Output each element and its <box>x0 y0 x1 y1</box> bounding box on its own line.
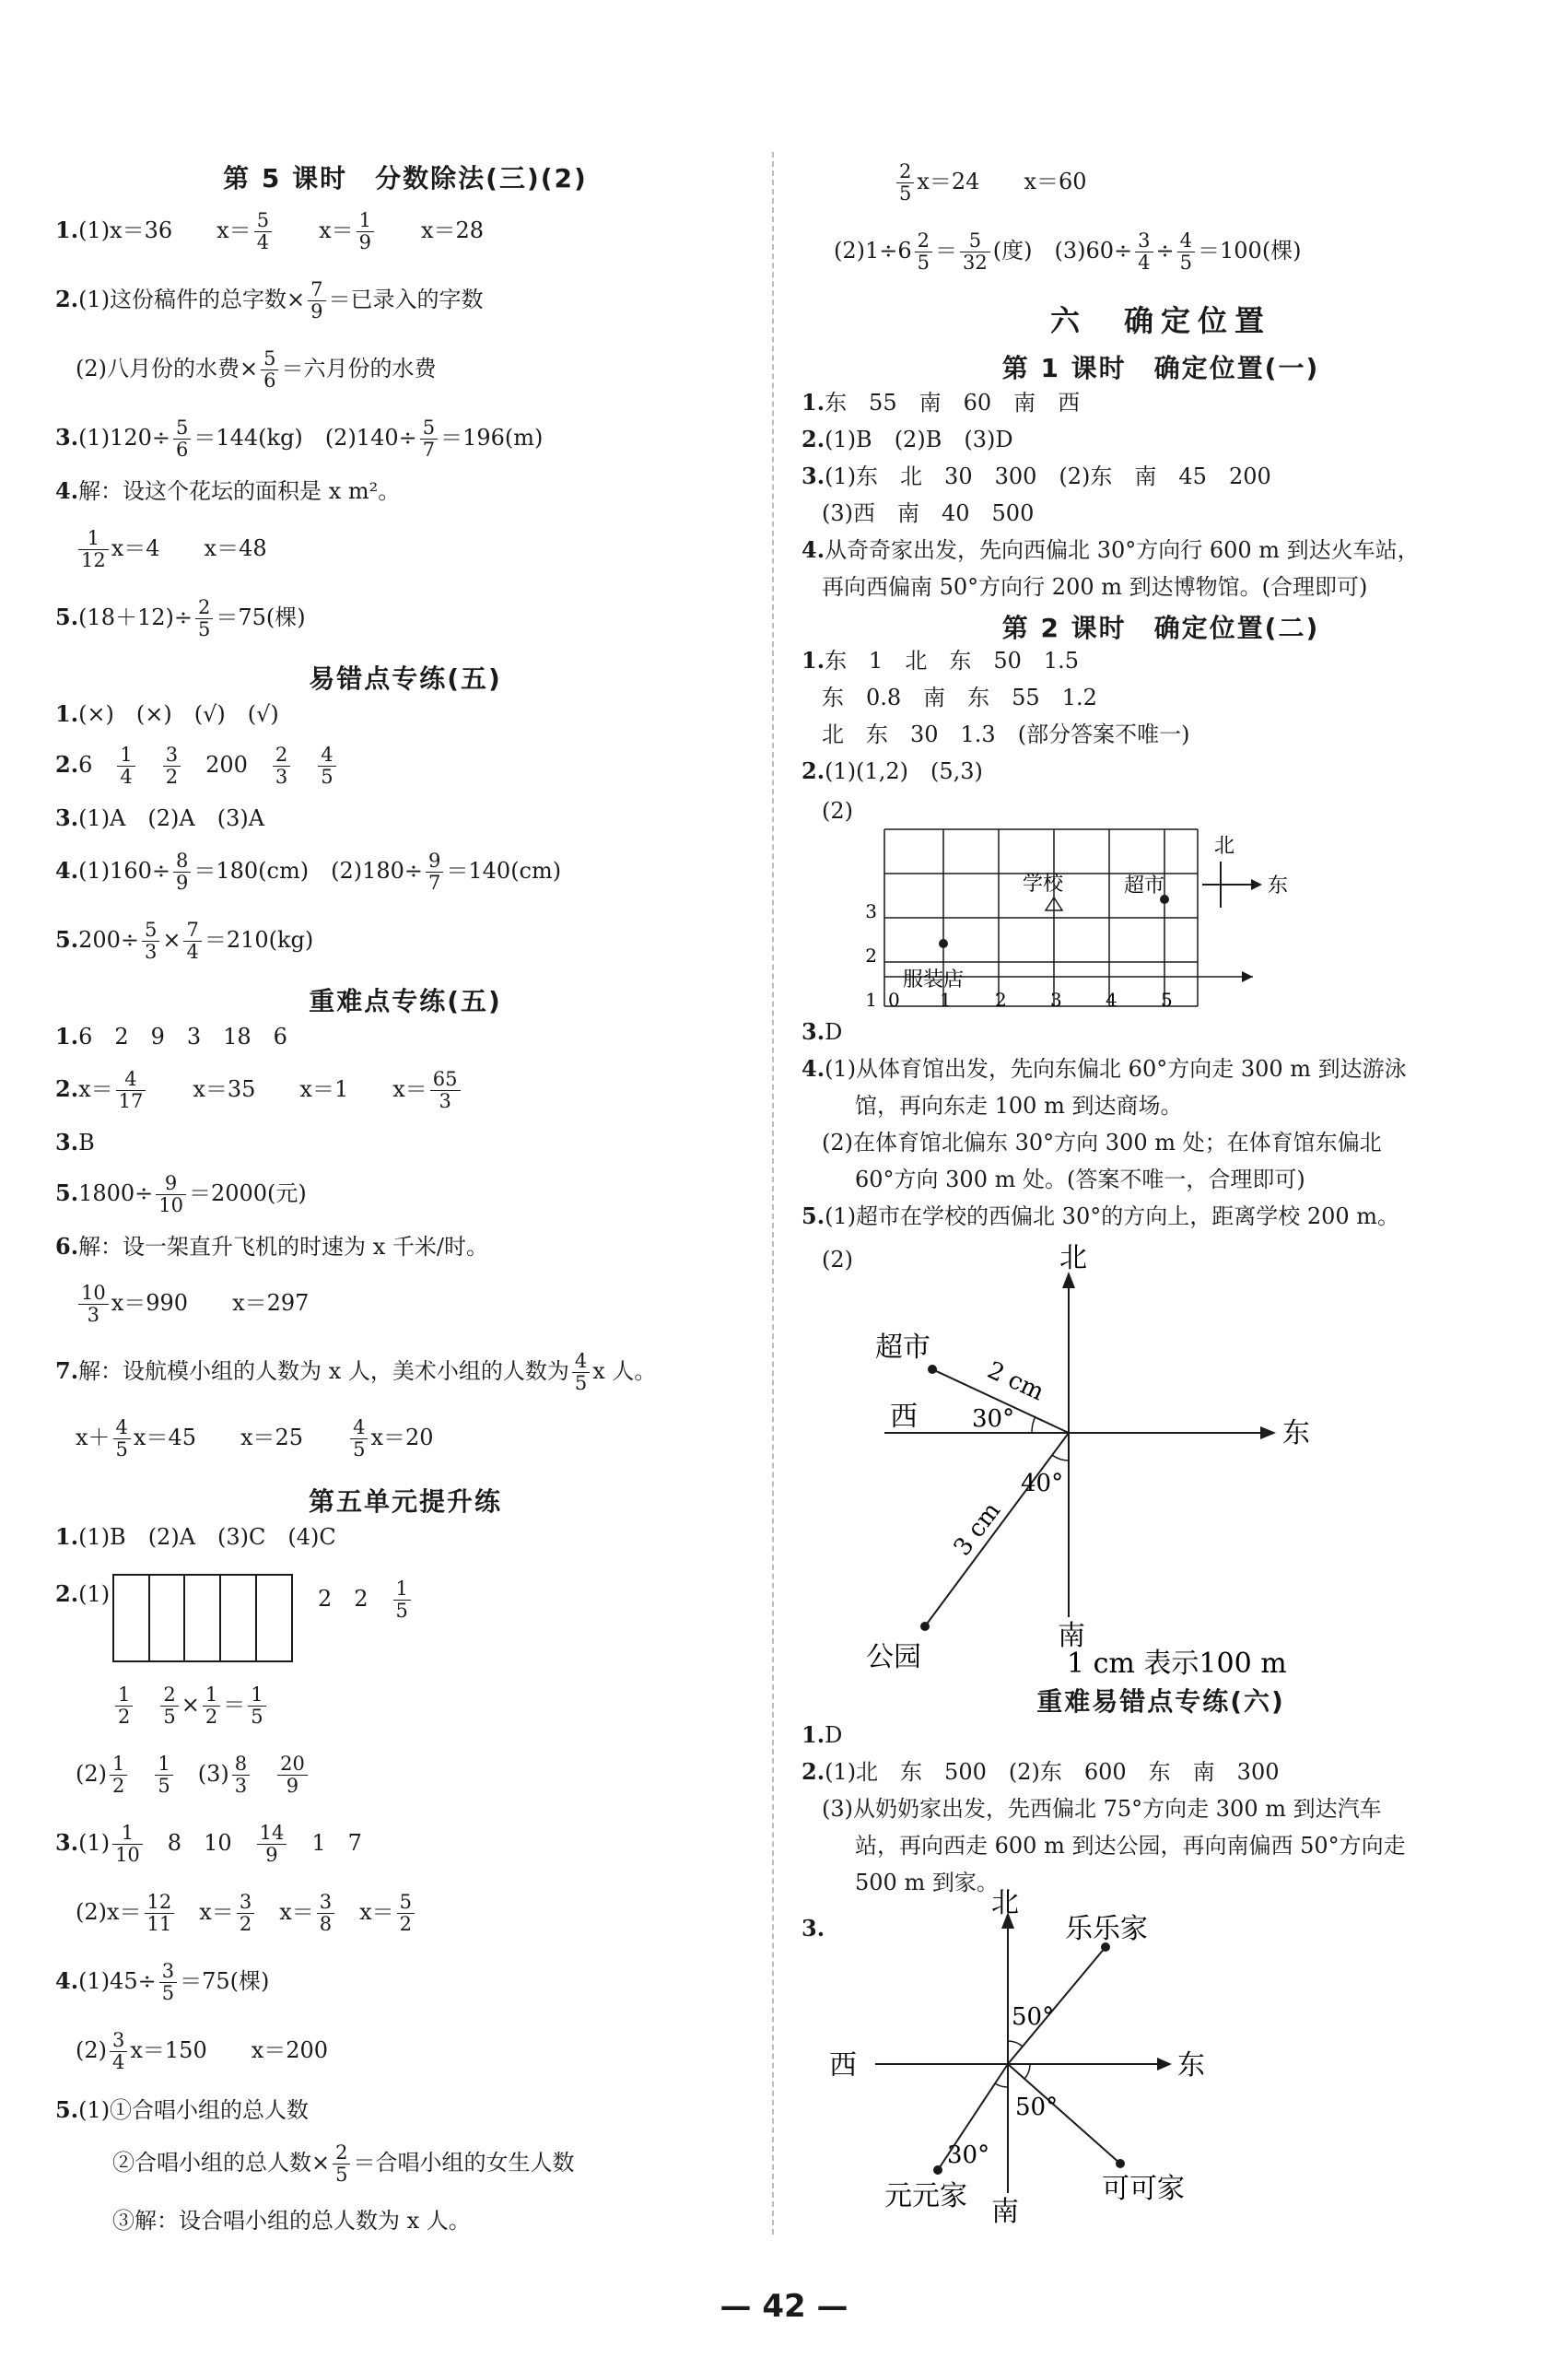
section-title-unit5-improve: 第五单元提升练 <box>308 1486 502 1517</box>
angle-label-30: 30° <box>972 1405 1015 1433</box>
west-label: 西 <box>890 1401 918 1433</box>
fraction: $\frac{9}{10}$ <box>156 1173 186 1216</box>
improve-answer-5: 5.(1)①合唱小组的总人数 <box>55 2096 310 2123</box>
fraction: $\frac{1}{5}$ <box>393 1578 411 1622</box>
fraction: $\frac{4}{5}$ <box>113 1417 131 1461</box>
fraction: $\frac{2}{5}$ <box>160 1684 178 1728</box>
x-tick: 3 <box>1050 989 1062 1011</box>
north-label: 北 <box>1059 1242 1087 1274</box>
east-label: 东 <box>1268 874 1289 897</box>
fraction: $\frac{4}{17}$ <box>116 1069 146 1112</box>
key-error-answer-3: 3. <box>802 1915 825 1942</box>
improve-answer-5-2: ②合唱小组的总人数× $\frac{2}{5}$ ＝合唱小组的女生人数 <box>112 2141 575 2186</box>
key-error-answer-2: 2.(1)北 东 500 (2)东 600 东 南 300 <box>802 1758 1280 1785</box>
angle-label-lele: 50° <box>1012 2003 1055 2031</box>
position-answer-1: 1.东 55 南 60 南 西 <box>802 389 1081 416</box>
yuanyuan-point <box>933 2165 942 2175</box>
unit-title: 六 确定位置 <box>1049 303 1271 338</box>
key-answer-2: 2.x＝ $\frac{4}{17}$ x＝35 x＝1 x＝ $\frac{65}{3}$ <box>55 1069 463 1112</box>
section-title-key-points: 重难点专练(五) <box>309 986 502 1016</box>
fraction: $\frac{1}{4}$ <box>117 745 135 788</box>
angle-label-keke: 50° <box>1015 2094 1059 2121</box>
continued-equation: $\frac{2}{5}$ x＝24 x＝60 <box>894 161 1087 205</box>
section-title-key-error: 重难易错点专练(六) <box>1036 1686 1285 1717</box>
x-tick: 1 <box>940 989 952 1011</box>
lesson2-answer-3: 3.D <box>802 1018 843 1045</box>
park-label: 公园 <box>866 1641 921 1673</box>
fraction: $\frac{1}{2}$ <box>110 1754 127 1797</box>
error-answer-2: 2.6 $\frac{1}{4}$ $\frac{3}{2}$ 200 $\frac{2}{3}$ $\frac{4}{5}$ <box>55 745 339 788</box>
error-answer-3: 3.(1)A (2)A (3)A <box>55 804 265 831</box>
fraction: $\frac{5}{6}$ <box>261 348 278 392</box>
market-point <box>928 1365 937 1374</box>
fraction: $\frac{4}{5}$ <box>572 1351 590 1394</box>
lesson2-answer-2-sub: (2) <box>822 798 853 824</box>
yuanyuan-home-label: 元元家 <box>884 2180 967 2212</box>
x-tick: 4 <box>1106 989 1117 1011</box>
lesson2-answer-5-sub: (2) <box>822 1247 853 1273</box>
lesson2-answer-4-2-cont: 60°方向 300 m 处。(答案不唯一，合理即可) <box>855 1167 1305 1192</box>
y-tick: 2 <box>865 944 877 967</box>
fraction: $\frac{1}{5}$ <box>155 1754 172 1797</box>
section-title-lesson1: 第 1 课时 确定位置(一) <box>1001 353 1320 383</box>
fraction: $\frac{5}{32}$ <box>960 230 990 274</box>
fraction: $\frac{7}{9}$ <box>308 279 325 323</box>
fraction: $\frac{5}{3}$ <box>142 920 159 963</box>
fraction: $\frac{12}{11}$ <box>145 1892 175 1935</box>
compass-diagram-homes <box>811 1887 1327 2228</box>
fraction: $\frac{65}{3}$ <box>430 1069 461 1112</box>
improve-answer-3-sub: (2)x＝ $\frac{12}{11}$ x＝ $\frac{3}{2}$ x＝ $\frac{3}{8}$ x＝ $\frac{5}{2}$ <box>76 1892 417 1935</box>
south-label: 南 <box>991 2196 1019 2228</box>
section-title-lesson2: 第 2 课时 确定位置(二) <box>1001 613 1320 643</box>
angle-label-40: 40° <box>1021 1470 1064 1497</box>
lele-home-label: 乐乐家 <box>1065 1913 1148 1945</box>
angle-label-yuanyuan: 30° <box>947 2141 990 2169</box>
fraction: $\frac{8}{3}$ <box>232 1754 250 1797</box>
keke-home-label: 可可家 <box>1102 2173 1185 2205</box>
answer-5: 5.(18＋12)÷ $\frac{2}{5}$ ＝75(棵) <box>55 596 306 640</box>
answer-2-1: 2.(1)这份稿件的总字数× $\frac{7}{9}$ ＝已录入的字数 <box>55 278 484 323</box>
fraction: $\frac{3}{8}$ <box>317 1892 334 1935</box>
answer-2-2: (2)八月份的水费× $\frac{5}{6}$ ＝六月份的水费 <box>76 347 437 392</box>
lesson2-answer-5: 5.(1)超市在学校的西偏北 30°的方向上，距离学校 200 m。 <box>802 1202 1400 1229</box>
x-tick: 5 <box>1161 989 1173 1011</box>
improve-answer-2-sub: (2) $\frac{1}{2}$ $\frac{1}{5}$ (3) $\frac{8}{3}$ $\frac{20}{9}$ <box>76 1754 310 1797</box>
fraction: $\frac{3}{2}$ <box>163 745 181 788</box>
improve-answer-4: 4.(1)45÷ $\frac{3}{5}$ ＝75(棵) <box>55 1960 270 2004</box>
scale-label: 1 cm 表示100 m <box>1067 1648 1287 1680</box>
key-answer-5: 5.1800÷ $\frac{9}{10}$ ＝2000(元) <box>55 1172 307 1216</box>
fraction: $\frac{5}{2}$ <box>397 1892 415 1935</box>
key-error-answer-2-3-end: 500 m 到家。 <box>855 1870 999 1895</box>
lesson2-answer-1: 1.东 1 北 东 50 1.5 <box>802 647 1080 674</box>
continued-answers: (2)1÷6 $\frac{2}{5}$ ＝ $\frac{5}{32}$ (度) (3)60÷ $\frac{3}{4}$ ÷ $\frac{4}{5}$ ＝100(棵) <box>834 229 1302 274</box>
fraction: $\frac{3}{4}$ <box>1135 230 1153 274</box>
improve-answer-1: 1.(1)B (2)A (3)C (4)C <box>55 1523 336 1550</box>
improve-answer-5-3: ③解：设合唱小组的总人数为 x 人。 <box>112 2208 471 2234</box>
fraction: $\frac{8}{9}$ <box>173 851 191 894</box>
fraction: $\frac{3}{5}$ <box>159 1961 177 2004</box>
improve-answer-4-sub: (2) $\frac{3}{4}$ x＝150 x＝200 <box>76 2029 329 2073</box>
improve-answer-2: 2.(1) <box>55 1580 111 1607</box>
east-label: 东 <box>1282 1417 1310 1449</box>
error-answer-4: 4.(1)160÷ $\frac{8}{9}$ ＝180(cm) (2)180÷ $\frac{9}{7}$ ＝140(cm) <box>55 850 562 894</box>
fraction: $\frac{7}{4}$ <box>183 920 201 963</box>
south-label: 南 <box>1058 1620 1085 1652</box>
column-divider <box>772 152 774 2235</box>
compass-diagram-market-park <box>857 1242 1373 1680</box>
north-label: 北 <box>1214 835 1235 858</box>
error-answer-5: 5.200÷ $\frac{5}{3}$ × $\frac{7}{4}$ ＝210(kg) <box>55 919 314 963</box>
lesson2-answer-4: 4.(1)从体育馆出发，先向东偏北 60°方向走 300 m 到达游泳 <box>802 1055 1407 1082</box>
answer-3: 3.(1)120÷ $\frac{5}{6}$ ＝144(kg) (2)140÷ $\frac{5}{7}$ ＝196(m) <box>55 416 544 461</box>
school-label: 学校 <box>1023 873 1064 896</box>
answer-1: 1.(1)x＝36 x＝ $\frac{5}{4}$ x＝ $\frac{1}{9}$ x＝28 <box>55 209 485 253</box>
fraction: $\frac{1}{2}$ <box>203 1684 220 1728</box>
north-label: 北 <box>991 1887 1019 1919</box>
lesson2-answer-4-cont: 馆，再向东走 100 m 到达商场。 <box>855 1093 1183 1119</box>
fraction: $\frac{3}{2}$ <box>237 1892 254 1935</box>
position-answer-3: 3.(1)东 北 30 300 (2)东 南 45 200 <box>802 463 1271 489</box>
position-answer-4-cont: 再向西偏南 50°方向行 200 m 到达博物馆。(合理即可) <box>822 574 1368 600</box>
fraction: $\frac{1}{2}$ <box>115 1684 133 1728</box>
key-error-answer-1: 1.D <box>802 1721 843 1748</box>
fraction: $\frac{5}{7}$ <box>420 417 438 461</box>
market-label: 超市 <box>875 1332 930 1364</box>
key-error-answer-2-3-cont: 站，再向西走 600 m 到达公园，再向南偏西 50°方向走 <box>855 1833 1406 1859</box>
fraction: $\frac{4}{5}$ <box>1177 230 1195 274</box>
park-direction-line <box>925 1433 1069 1626</box>
grid-map <box>857 811 1289 1014</box>
key-answer-1: 1.6 2 9 3 18 6 <box>55 1023 287 1050</box>
error-answer-1: 1.(×) (×) (√) (√) <box>55 700 279 727</box>
fraction: $\frac{4}{5}$ <box>350 1417 368 1461</box>
x-axis-arrow <box>1242 971 1253 982</box>
x-tick: 2 <box>995 989 1007 1011</box>
lesson2-answer-1-row2: 东 0.8 南 东 55 1.2 <box>822 685 1097 710</box>
fraction: $\frac{3}{4}$ <box>110 2030 127 2073</box>
fraction: $\frac{2}{5}$ <box>896 161 914 205</box>
key-answer-7-equation: x＋ $\frac{4}{5}$ x＝45 x＝25 $\frac{4}{5}$ x＝20 <box>76 1416 434 1461</box>
fraction: $\frac{2}{5}$ <box>915 230 932 274</box>
distance-label-1: 2 cm <box>983 1356 1048 1407</box>
east-label: 东 <box>1177 2049 1205 2082</box>
fraction: $\frac{1}{9}$ <box>357 210 374 253</box>
improve-answer-2-equation: $\frac{1}{2}$ $\frac{2}{5}$ × $\frac{1}{2}$ ＝ $\frac{1}{5}$ <box>112 1684 269 1728</box>
x-tick: 0 <box>888 989 900 1011</box>
fraction: $\frac{10}{3}$ <box>78 1283 109 1326</box>
fraction: $\frac{5}{4}$ <box>254 210 272 253</box>
west-label: 西 <box>829 2049 857 2082</box>
lesson2-answer-1-row3: 北 东 30 1.3 (部分答案不唯一) <box>822 721 1190 747</box>
fraction: $\frac{9}{7}$ <box>426 851 443 894</box>
fraction: $\frac{2}{3}$ <box>273 745 290 788</box>
fraction: $\frac{1}{5}$ <box>248 1684 265 1728</box>
fraction: $\frac{20}{9}$ <box>277 1754 308 1797</box>
supermarket-label: 超市 <box>1124 874 1165 897</box>
y-tick: 1 <box>865 989 877 1011</box>
section-title-error-practice: 易错点专练(五) <box>309 663 502 694</box>
position-answer-3-sub: (3)西 南 40 500 <box>822 500 1035 526</box>
fraction: $\frac{1}{12}$ <box>78 528 109 571</box>
key-error-answer-2-3: (3)从奶奶家出发，先西偏北 75°方向走 300 m 到达汽车 <box>822 1796 1382 1822</box>
position-answer-2: 2.(1)B (2)B (3)D <box>802 426 1013 452</box>
fraction: $\frac{4}{5}$ <box>318 745 335 788</box>
fraction: $\frac{14}{9}$ <box>257 1823 287 1866</box>
fraction: $\frac{5}{6}$ <box>173 417 191 461</box>
position-answer-4: 4.从奇奇家出发，先向西偏北 30°方向行 600 m 到达火车站， <box>802 536 1420 563</box>
answer-4-equation: $\frac{1}{12}$ x＝4 x＝48 <box>76 528 267 571</box>
fraction: $\frac{1}{10}$ <box>112 1823 143 1866</box>
page-number: — 42 — <box>720 2288 848 2325</box>
clothing-store-label: 服装店 <box>903 968 965 991</box>
park-point <box>920 1622 930 1631</box>
section-title-lesson5: 第 5 课时 分数除法(三)(2) <box>223 163 588 194</box>
lesson2-answer-4-2: (2)在体育馆北偏东 30°方向 300 m 处；在体育馆东偏北 <box>822 1130 1382 1156</box>
lesson2-answer-2: 2.(1)(1,2) (5,3) <box>802 757 983 784</box>
key-answer-6-equation: $\frac{10}{3}$ x＝990 x＝297 <box>76 1283 309 1326</box>
distance-label-2: 3 cm <box>948 1497 1007 1562</box>
improve-answer-2-values: 2 2 $\frac{1}{5}$ <box>318 1578 414 1622</box>
y-tick: 3 <box>865 900 877 922</box>
clothing-store-point <box>939 939 948 948</box>
answer-4: 4.解：设这个花坛的面积是 x m²。 <box>55 477 401 504</box>
key-answer-3: 3.B <box>55 1129 95 1156</box>
fraction: $\frac{2}{5}$ <box>333 2142 350 2186</box>
fraction: $\frac{2}{5}$ <box>195 597 213 640</box>
fraction-bar-model <box>112 1574 293 1662</box>
key-answer-6: 6.解：设一架直升飞机的时速为 x 千米/时。 <box>55 1233 488 1260</box>
improve-answer-3: 3.(1) $\frac{1}{10}$ 8 10 $\frac{14}{9}$ 1 7 <box>55 1822 362 1866</box>
keke-point <box>1116 2159 1125 2168</box>
key-answer-7: 7.解：设航模小组的人数为 x 人，美术小组的人数为 $\frac{4}{5}$ x 人。 <box>55 1350 657 1394</box>
